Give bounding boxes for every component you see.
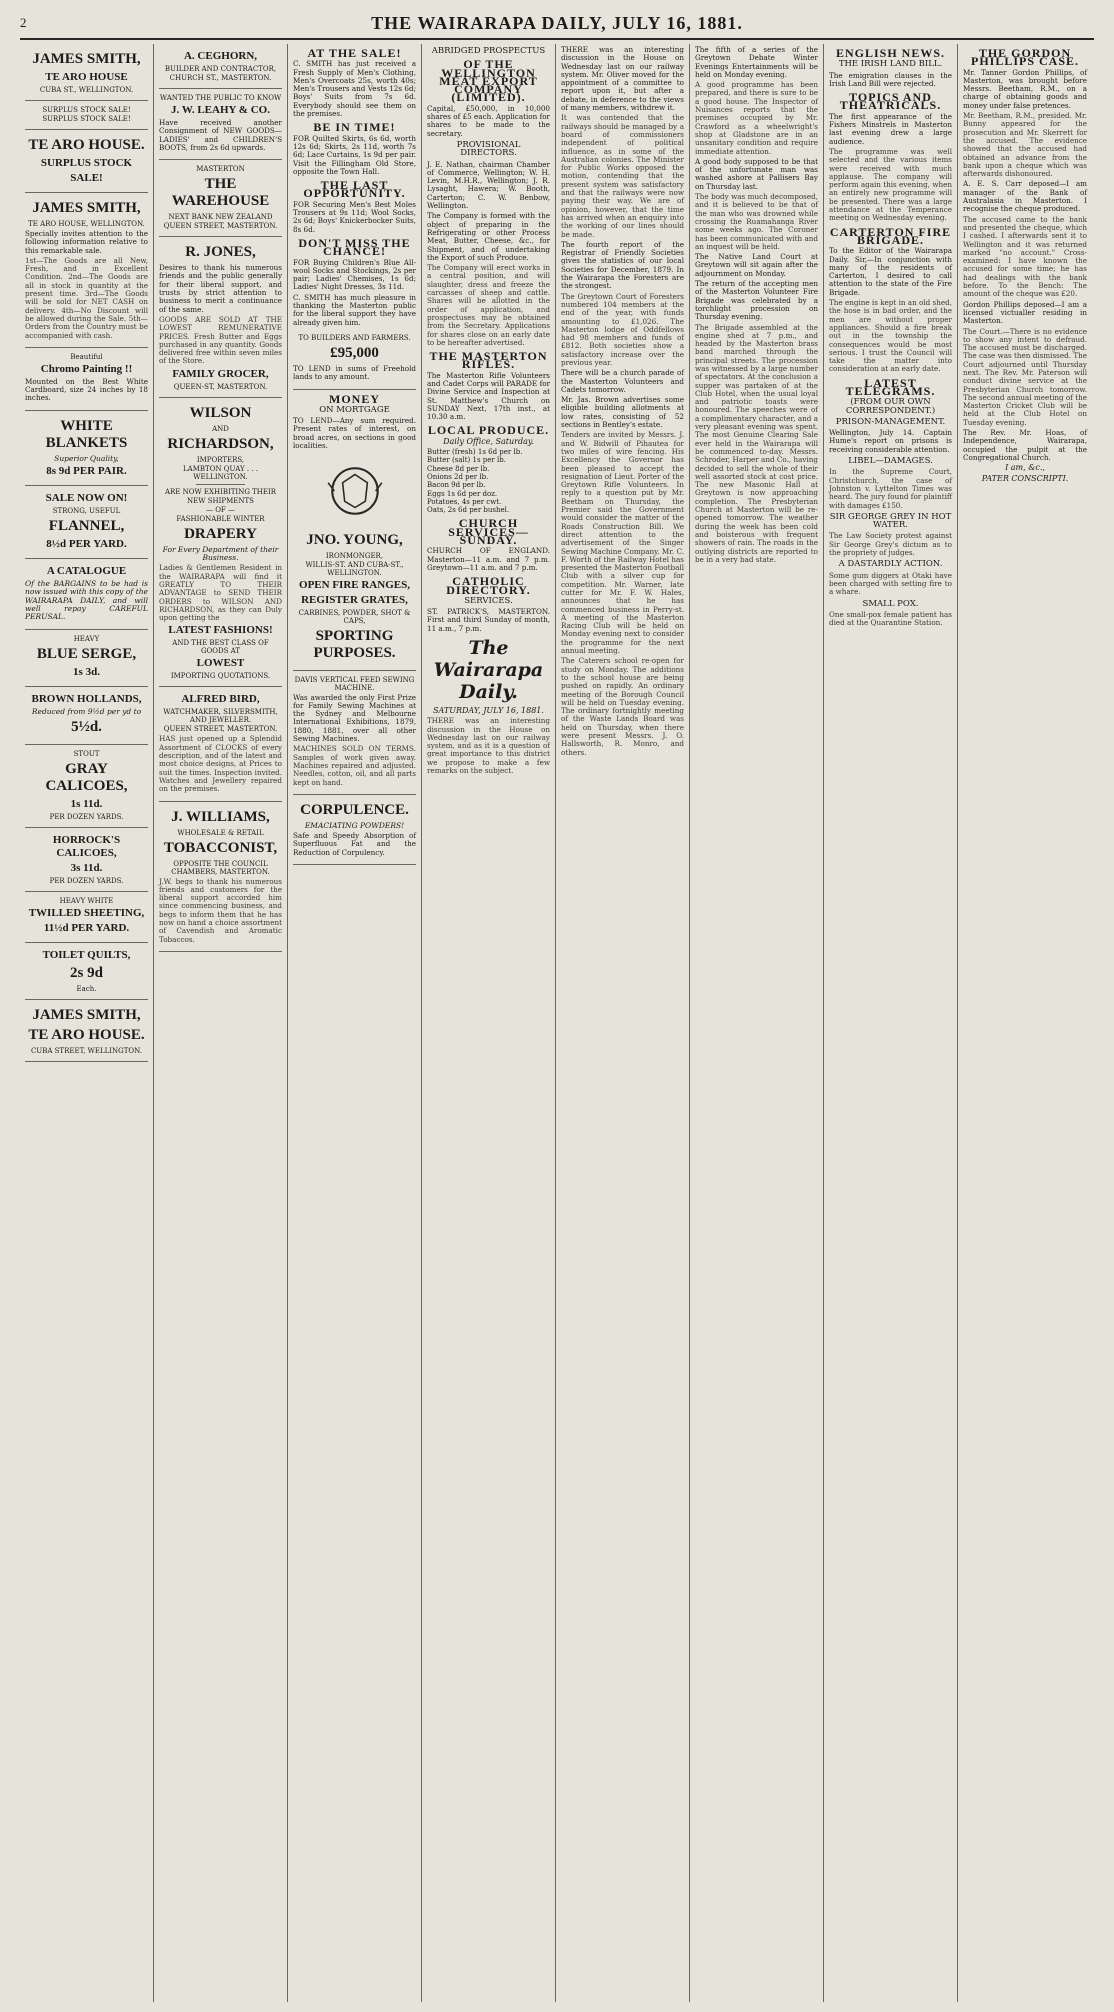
- ad-flannel: SALE NOW ON! STRONG, USEFUL FLANNEL, 8½d PER YARD.: [25, 486, 148, 559]
- ad-te-aro-house: TE ARO HOUSE. SURPLUS STOCK SALE!: [25, 130, 148, 193]
- ad-horrocks-calicoes: HORROCK'S CALICOES, 3s 11d. PER DOZEN YARDS.: [25, 828, 148, 892]
- column-4: ABRIDGED PROSPECTUS OF THE WELLINGTON MEAT EXPORT COMPANY (LIMITED). Capital, £50,000, in 10,000 shares of £5 each. Application for shares to be made to the secretary. PROVISIONAL DIRECTORS. J. E. Nathan, chairman Chamber of Commerce, Wellington; W. H. Levin, M.H.R., Wellington; J. R. Lysaght, Hawera; W. Booth, Carterton; C. W. Benbow, Wellington. The Company is formed with the object of preparing in the Refrigerating or other Process Meat, Butter, Cheese, &c., for Shipment, and of undertaking the Export of such Produce. The Company will erect works in a central position, and will slaughter, dress and freeze the carcasses of sheep and cattle. Shares will be allotted in the order of application, and prospectuses may be obtained from the Secretary. Applications for shares close on an early date to be hereafter advertised. THE MASTERTON RIFLES. The Masterton Rifle Volunteers and Cadet Corps will PARADE for Divine Service and Inspection at St. Matthew's Church on SUNDAY Next, 17th inst., at 10.30 a.m. LOCAL PRODUCE. Daily Office, Saturday. Butter (fresh) 1s 6d per lb. Butter (salt) 1s per lb. Cheese 8d per lb. Onions 2d per lb. Bacon 9d per lb. Eggs 1s 6d per doz. Potatoes, 4s per cwt. Oats, 2s 6d per bushel. CHURCH SERVICES—SUNDAY. CHURCH OF ENGLAND. Masterton—11 a.m. and 7 p.m. Greytown—11 a.m. and 7 p.m. CATHOLIC DIRECTORY. SERVICES. ST. PATRICK'S, MASTERTON. First and third Sunday of month, 11 a.m., 7 p.m. The Wairarapa Daily. SATURDAY, JULY 16, 1881. THERE was an interesting discussion in the House on Wednesday last on our railway system, and as it is a question of great importance to this district we propose to make a few remarks on the subject.: [422, 44, 556, 2002]
- ad-j-williams: J. WILLIAMS, WHOLESALE & RETAIL TOBACCONIST, OPPOSITE THE COUNCIL CHAMBERS, MASTERTON. J.W. begs to thank his numerous friends and customers for the liberal support accorded him since commencing business, and begs to inform them that he has now on hand a choice assortment of Cavendish and Aromatic Tobaccos.: [159, 802, 282, 952]
- ad-james-smith-3: JAMES SMITH, TE ARO HOUSE. CUBA STREET, WELLINGTON.: [25, 1000, 148, 1062]
- ad-r-jones: R. JONES, Desires to thank his numerous friends and the public generally for their liberal support, and trusts by strict attention to business to merit a continuance of the same. GOODS ARE SOLD AT THE LOWEST REMUNERATIVE PRICES. Fresh Butter and Eggs purchased in any quantity. Goods delivered free within seven miles of the Store. FAMILY GROCER, QUEEN-ST, MASTERTON.: [159, 237, 282, 398]
- column-6: The fifth of a series of the Greytown Debate Winter Evenings Entertainments will be held on Monday evening. A good programme has been prepared, and there is sure to be a good house. The Inspector of Nuisances reports that the premises occupied by Mr. Crawford as a wheelwright's shop at Gladstone are in an unsanitary condition and require immediate attention. A good body supposed to be that of the unfortunate man was washed ashore at Pallisers Bay on Thursday last. The body was much decomposed, and it is believed to be that of the man who was drowned while crossing the Ruamahanga River some weeks ago. The Coroner has been communicated with and an inquest will be held. The Native Land Court at Greytown will sit again after the adjournment on Monday. The return of the accepting men of the Masterton Volunteer Fire Brigade was celebrated by a torchlight procession on Thursday evening. The Brigade assembled at the engine shed at 7 p.m., and headed by the Masterton brass band marched through the principal streets. The procession was witnessed by a large number of spectators. At the conclusion a supper was partaken of at the Club Hotel, when the usual loyal and patriotic toasts were honoured. The speeches were of a complimentary character, and a very pleasant evening was spent. The most Genuine Clearing Sale ever held in the Wairarapa will be commenced to-day. Messrs. Schroder, Harper and Co., having decided to sell the whole of their well assorted stock at cost price. The new Masonic Hall at Greytown is now approaching completion. The Presbyterian Church at Masterton will be re-opened tomorrow. The weather during the week has been cold and boisterous with frequent showers of rain. The roads in the outlying districts are reported to be in a very bad state.: [690, 44, 824, 2002]
- column-5: THERE was an interesting discussion in the House on Wednesday last on our railway system. Mr. Oliver moved for the appointment of a committee to report upon it, but after a debate, in deference to the views of many members, withdrew it. It was contended that the railways should be managed by a board of commissioners independent of political influence, as in some of the Australian colonies. The Minister for Public Works opposed the motion, contending that the present system was satisfactory and that the railways were now paying their way. We are of opinion, however, that the time has arrived when an enquiry into the working of our lines should be made. The fourth report of the Registrar of Friendly Societies gives the statistics of our local Societies for December, 1879. In the Wairarapa the Foresters are the strongest. The Greytown Court of Foresters numbered 104 members at the end of the year, with funds amounting to £1,026. The Masterton lodge of Oddfellows had 98 members and funds of £812. Both societies show a satisfactory increase over the previous year. There will be a church parade of the Masterton Volunteers and Cadets tomorrow. Mr. Jas. Brown advertises some eligible building allotments at low rates, consisting of 52 sections in Bentley's estate. Tenders are invited by Messrs. J. and W. Bidwill of Pihautea for two miles of wire fencing. His Excellency the Governor has been pleased to accept the resignation of Lieut. Porter of the Greytown Rifle Volunteers. In reply to a question put by Mr. Beetham on Thursday, the Premier said the Government would consider the matter of the Roads Construction Bill. We direct attention to the advertisement of the Singer Sewing Machine Company. Mr. C. F. Worth of the Railway Hotel has presented the Masterton Football Club with a silver cup for competition. Mr. Warner, late cutter for Mr. F. W. Hales, announces that he has commenced business in Perry-st. A meeting of the Masterton Racing Club will be held on Monday evening next to consider the programme for the next annual meeting. The Caterers school re-open for study on Monday. The additions to the school house are being pushed on rapidly. An ordinary meeting of the Borough Council will be held on Tuesday evening. The ordinary fortnightly meeting of the Waste Lands Board was held on Thursday, when there were present Messrs. J. O. Hallsworth, R. Monro, and others.: [556, 44, 690, 2002]
- ad-davis-sewing: DAVIS VERTICAL FEED SEWING MACHINE. Was awarded the only First Prize for Family Sewing Machines at the Sydney and Melbourne International Exhibitions, 1879, 1880, 1881, over all other Sewing Machines. MACHINES SOLD ON TERMS. Samples of work given away. Machines repaired and adjusted. Needles, cotton, oil, and all parts kept on hand.: [293, 671, 416, 795]
- column-3: AT THE SALE! C. SMITH has just received a Fresh Supply of Men's Clothing, Men's Overcoats 25s, worth 40s; Men's Trousers and Vests 12s 6d; Boys' Suits from 7s 6d. Everybody should see them on the premises. BE IN TIME! FOR Quilted Skirts, 6s 6d, worth 12s 6d; Skirts, 2s 11d, worth 7s 6d; Lace Curtains, 1s 9d per pair. Visit the Fillingham Old Store, opposite the Town Hall. THE LAST OPPORTUNITY. FOR Securing Men's Best Moles Trousers at 9s 11d; Wool Socks, 2s 6d; Boys' Knickerbocker Suits, 8s 6d. DON'T MISS THE CHANCE! FOR Buying Children's Blue All-wool Socks and Stockings, 2s per pair; Ladies' Chemises, 1s 6d; Ladies' Night Dresses, 3s 11d. C. SMITH has much pleasure in thanking the Masterton public for the liberal support they have already given him. TO BUILDERS AND FARMERS. £95,000 TO LEND in sums of Freehold lands to any amount. MONEY ON MORTGAGE TO LEND—Any sum required. Present rates of interest, on broad acres, on sections in good localities. JNO. YOUNG, IRONMONGER, WILLIS-ST. AND CUBA-ST., WELLINGTON. OPEN FIRE RANGES, REGISTER GRATES, CARBINES, POWDER, SHOT & CAPS, SPORTING PURPOSES. DAVIS VERTICAL FEED SEWING MACHINE. Was awarded the only First Prize for Family Sewing Machines at the Sydney and Melbourne International Exhibitions, 1879, 1880, 1881, over all other Sewing Machines. MACHINES SOLD ON TERMS. Samples of work given away. Machines repaired and adjusted. Needles, cotton, oil, and all parts kept on hand. CORPULENCE. EMACIATING POWDERS! Safe and Speedy Absorption of Superfluous Fat and the Reduction of Corpulency.: [288, 44, 422, 2002]
- ad-wilson-richardson: WILSON AND RICHARDSON, IMPORTERS, LAMBTON QUAY . . . WELLINGTON. ARE NOW EXHIBITING THEIR NEW SHIPMENTS — OF — FASHIONABLE WINTER DRAPERY For Every Department of their Business. Ladies & Gentlemen Resident in the WAIRARAPA will find it GREATLY TO THEIR ADVANTAGE to SEND THEIR ORDERS to WILSON AND RICHARDSON, as they can Duly upon getting the LATEST FASHIONS! AND THE BEST CLASS OF GOODS AT LOWEST IMPORTING QUOTATIONS.: [159, 398, 282, 688]
- ad-the-warehouse: MASTERTON THE WAREHOUSE NEXT BANK NEW ZEALAND QUEEN STREET, MASTERTON.: [159, 160, 282, 237]
- column-1: [20, 44, 154, 2002]
- ad-james-smith-2: JAMES SMITH, TE ARO HOUSE, WELLINGTON. Specially invites attention to the following information relative to this remarkable sale. 1st—The Goods are all New, Fresh, and in Excellent Condition. 2nd—The Goods are all in stock in quantity at the present time. 3rd—The Goods will be sold for NET CASH on delivery. 4th—No Discount will be allowed during the Sale. 5th—Orders from the Country must be accompanied with cash.: [25, 193, 148, 348]
- ad-corpulence: CORPULENCE. EMACIATING POWDERS! Safe and Speedy Absorption of Superfluous Fat and the Reduction of Corpulency.: [293, 795, 416, 865]
- ad-leahy: WANTED THE PUBLIC TO KNOW J. W. LEAHY & CO. Have received another Consignment of NEW GOODS—LADIES' and CHILDREN'S BOOTS, from 2s 6d upwards.: [159, 89, 282, 160]
- column-2: [154, 44, 288, 2002]
- produce-list: Butter (fresh) 1s 6d per lb. Butter (salt) 1s per lb. Cheese 8d per lb. Onions 2d per lb. Bacon 9d per lb. Eggs 1s 6d per doz. Potatoes, 4s per cwt. Oats, 2s 6d per bushel.: [427, 448, 523, 515]
- ad-james-smith: JAMES SMITH, TE ARO HOUSE CUBA ST., WELLINGTON.: [25, 44, 148, 101]
- royal-arms-icon: [324, 460, 386, 522]
- paper-nameplate: The Wairarapa Daily.: [433, 637, 544, 703]
- ad-gray-calicoes: STOUT GRAY CALICOES, 1s 11d. PER DOZEN YARDS.: [25, 745, 148, 828]
- ad-brown-hollands: BROWN HOLLANDS, Reduced from 9½d per yd to 5½d.: [25, 687, 148, 745]
- newspaper-title: THE WAIRARAPA DAILY, JULY 16, 1881.: [371, 12, 743, 33]
- ad-chromo-painting: Beautiful Chromo Painting !! Mounted on the Best White Cardboard, size 24 inches by 18 inches.: [25, 348, 148, 411]
- ad-alfred-bird: ALFRED BIRD, WATCHMAKER, SILVERSMITH, AND JEWELLER. QUEEN STREET, MASTERTON. HAS just opened up a Splendid Assortment of CLOCKS of every description, and of the latest and most choice designs, at Prices to suit the times. Inspection invited. Watches and Jewellery repaired on the premises.: [159, 687, 282, 801]
- ad-white-blankets: WHITE BLANKETS Superior Quality, 8s 9d PER PAIR.: [25, 411, 148, 486]
- ad-jno-young: JNO. YOUNG, IRONMONGER, WILLIS-ST. AND CUBA-ST., WELLINGTON. OPEN FIRE RANGES, REGISTER GRATES, CARBINES, POWDER, SHOT & CAPS, SPORTING PURPOSES.: [293, 452, 416, 670]
- ad-surplus-stock: SURPLUS STOCK SALE! SURPLUS STOCK SALE!: [25, 101, 148, 130]
- masthead: [20, 8, 1094, 40]
- ad-catalogue: A CATALOGUE Of the BARGAINS to be had is now issued with this copy of the WAIRARAPA DAILY, and will well repay CAREFUL PERUSAL.: [25, 559, 148, 629]
- column-8: THE GORDON PHILLIPS CASE. Mr. Tanner Gordon Phillips, of Masterton, was brought before Messrs. Beetham, R.M., on a charge of obtaining goods and money under false pretences. Mr. Beetham, R.M., presided. Mr. Bunny appeared for the prosecution and Mr. Skerrett for the accused. The evidence showed that the accused had obtained an advance from the bank upon a cheque which was afterwards dishonoured. A. E. S. Carr deposed—I am manager of the Bank of Australasia in Masterton. I recognise the cheque produced. The accused came to the bank and presented the cheque, which I cashed. I afterwards sent it to Wellington and it was returned marked "no account." Cross-examined: I have known the accused for some time; he has had dealings with the bank before. To the Bench: The amount of the cheque was £20. Gordon Phillips deposed—I am a licensed victualler residing in Masterton. The Court.—There is no evidence to show any intent to defraud. The accused must be discharged. The case was then dismissed. The Court adjourned until Thursday next. The Rev. Mr. Paterson will conduct divine service at the Presbyterian Church tomorrow. The second annual meeting of the Masterton Cricket Club will be held at the Club Hotel on Tuesday evening. The Rev. Mr. Hoas, of Independence, Wairarapa, occupied the pulpit at the Congregational Church. I am, &c., PATER CONSCRIPTI.: [963, 46, 1087, 483]
- ad-builders-farmers: TO BUILDERS AND FARMERS. £95,000 TO LEND in sums of Freehold lands to any amount.: [293, 329, 416, 390]
- page-number: 2: [20, 15, 28, 30]
- ad-toilet-quilts: TOILET QUILTS, 2s 9d Each.: [25, 943, 148, 1000]
- column-7: ENGLISH NEWS. THE IRISH LAND BILL. The emigration clauses in the Irish Land Bill were rejected. TOPICS AND THEATRICALS. The first appearance of the Fishers Minstrels in Masterton last evening drew a large audience. The programme was well selected and the various items were received with much applause. The company will perform again this evening, when an entirely new programme will be presented. There was a large attendance at the Temperance meeting on Wednesday evening. CARTERTON FIRE BRIGADE. To the Editor of the Wairarapa Daily. Sir,—In conjunction with many of the residents of Carterton, I desired to call attention to the state of the Fire Brigade. The engine is kept in an old shed, the hose is in bad order, and the men are without proper appliances. Should a fire break out in the township the consequences would be most serious. I trust the Council will take the matter into consideration at an early date. LATEST TELEGRAMS. (FROM OUR OWN CORRESPONDENT.) PRISON-MANAGEMENT. Wellington, July 14. Captain Hume's report on prisons is receiving considerable attention. LIBEL—DAMAGES. In the Supreme Court, Christchurch, the case of Johnston v. Lyttelton Times was heard. The jury found for plaintiff with damages £150. SIR GEORGE GREY IN HOT WATER. The Law Society protest against Sir George Grey's dictum as to the propriety of judges. A DASTARDLY ACTION. Some gum diggers at Otaki have been charged with setting fire to a whare. SMALL POX. One small-pox female patient has died at the Quarantine Station.: [824, 44, 958, 2002]
- ad-ceghorn-builder: A. CEGHORN, BUILDER AND CONTRACTOR, CHURCH ST., MASTERTON.: [159, 44, 282, 89]
- column-grid: [20, 44, 1094, 2002]
- ad-twilled-sheeting: HEAVY WHITE TWILLED SHEETING, 11½d PER YARD.: [25, 892, 148, 943]
- ad-blue-serge: HEAVY BLUE SERGE, 1s 3d.: [25, 630, 148, 687]
